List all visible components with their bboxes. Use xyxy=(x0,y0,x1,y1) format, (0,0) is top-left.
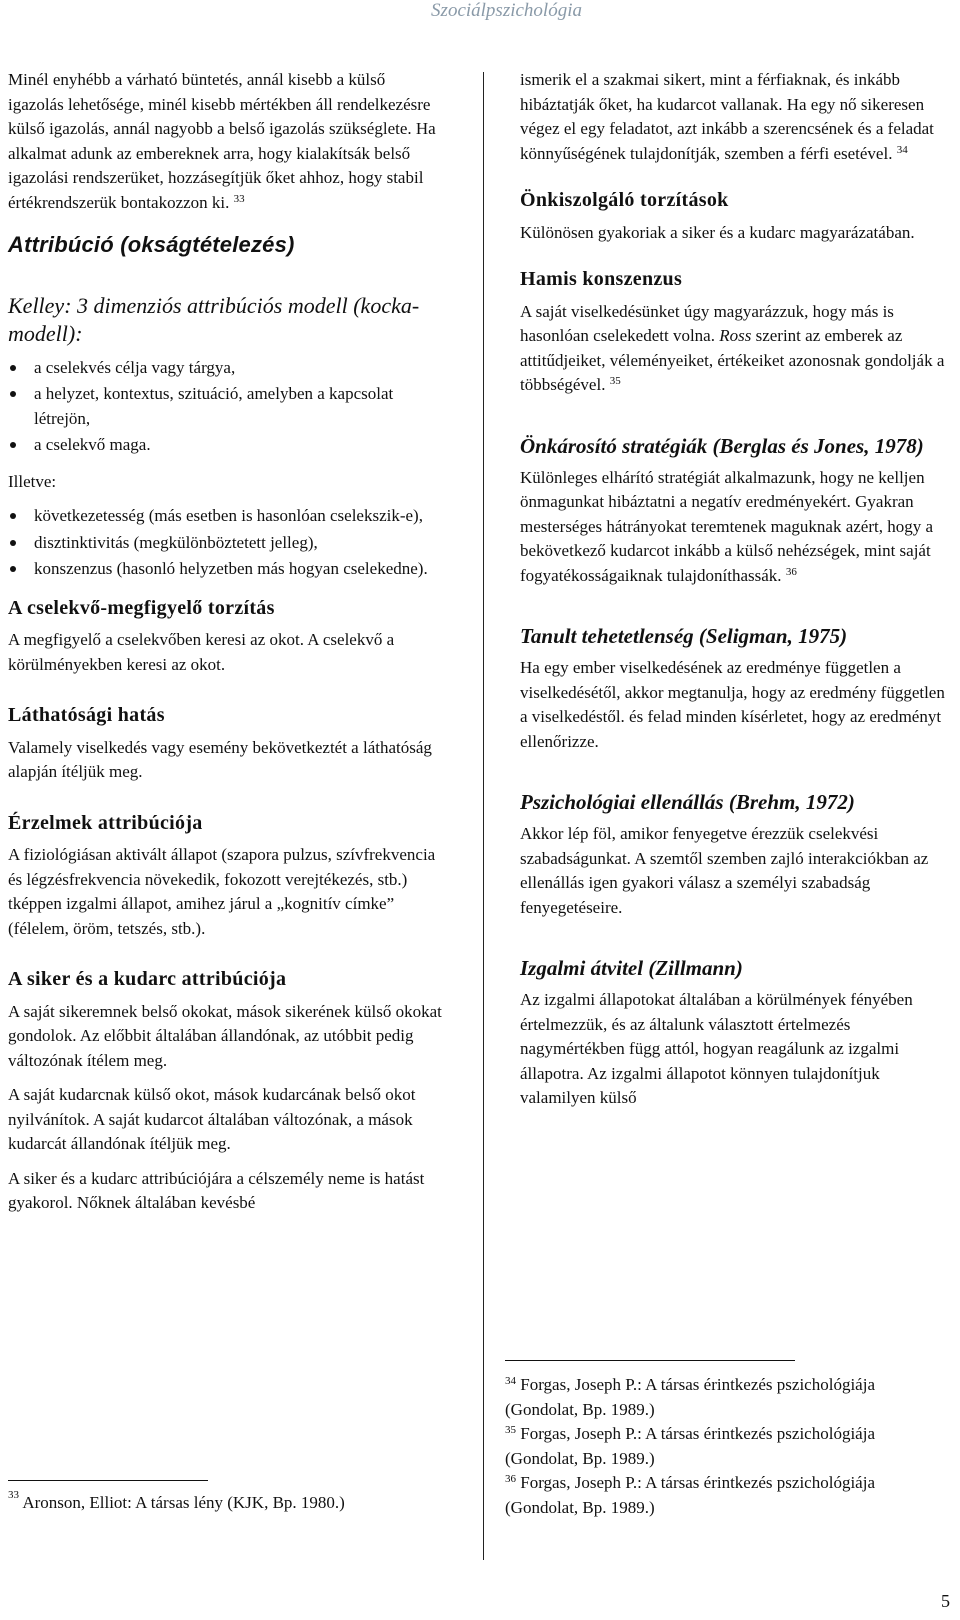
kelley-heading: Kelley: 3 dimenziós attribúciós modell (kocka-modell): xyxy=(8,292,420,346)
hamis-heading: Hamis konszenzus xyxy=(520,268,683,290)
hamis-text: A saját viselkedésünket úgy magyarázzuk, hogy más is hasonlóan cselekedett volna. Ross szerint az emberek az attitűdjeiket, véleményeiket, értékeiket azonosnak gondolják a többségével. $^{35}$ xyxy=(520,301,945,394)
left-column xyxy=(8,68,444,1226)
tanult-text: Ha egy ember viselkedésének az eredménye független a viselkedésétől, akkor megtanulja, hogy az eredmény független a viselkedéstől. és felad minden kísérletet, hogy az eredményt ellenőrizze. xyxy=(520,658,945,751)
continued-paragraph: ismerik el a szakmai sikert, mint a férfiaknak, és inkább hibáztatják őket, ha kudarcot vallanak. Ha egy nő sikeresen végez el egy feladatot, azt inkább a szerencsének és a feladat könnyűségének tulajdonítják, szemben a férfi esetével. $^{34}$ xyxy=(520,70,934,163)
tanult-heading: Tanult tehetetlenség (Seligman, 1975) xyxy=(520,624,848,648)
footnote-ref: 34 xyxy=(896,143,908,156)
onkiszolgalo-text: Különösen gyakoriak a siker és a kudarc magyarázatában. xyxy=(520,222,915,242)
siker-paragraph-3: A siker és a kudarc attribúciójára a célszemély neme is hatást gyakorol. Nőknek általában kevésbé xyxy=(8,1168,425,1212)
footnote-ref: 36 xyxy=(785,565,797,578)
lathatosagi-text: Valamely viselkedés vagy esemény bekövetkeztét a láthatóság alapján ítéljük meg. xyxy=(8,737,432,781)
footnote-34: $^{34}$ Forgas, Joseph P.: A társas érintkezés pszichológiája (Gondolat, Bp. 1989.) xyxy=(505,1375,875,1419)
list-item: a helyzet, kontextus, szituáció, amelyben a kapcsolat létrejön, xyxy=(8,382,444,431)
illetve-label: Illetve: xyxy=(8,471,57,491)
column-divider xyxy=(483,72,484,1560)
footnote-rule xyxy=(8,1480,208,1481)
izgalmi-heading: Izgalmi átvitel (Zillmann) xyxy=(520,956,743,980)
footnote-33: $^{33}$ Aronson, Elliot: A társas lény (KJK, Bp. 1980.) xyxy=(8,1489,345,1512)
page-number: 5 xyxy=(941,1591,950,1611)
siker-paragraph-1: A saját sikeremnek belső okokat, mások sikerének külső okokat gondolok. Az előbbit általában állandónak, az utóbbit pedig változónak ítélem meg. xyxy=(8,1001,442,1070)
list-item: következetesség (más esetben is hasonlóan cselekszik-e), xyxy=(8,504,444,529)
list-item: a cselekvő maga. xyxy=(8,433,444,458)
siker-paragraph-2: A saját kudarcnak külső okot, mások kudarcának belső okot nyilvánítok. A saját kudarcot általában változónak, a mások kudarcát állandónak ítéljük meg. xyxy=(8,1085,416,1153)
running-header: Szociálpszichológia xyxy=(431,0,582,21)
onkiszolgalo-heading: Önkiszolgáló torzítások xyxy=(520,189,729,211)
erzelmek-heading: Érzelmek attribúciója xyxy=(8,811,203,834)
footnote-ref: 35 xyxy=(609,375,621,387)
footnote-ref: 33 xyxy=(233,192,245,205)
izgalmi-text: Az izgalmi állapotokat általában a körülmények fényében értelmezzük, és az általunk választott értelmezés nagymértékben függ attól, hogyan reagálunk az izgalmi állapotra. Az izgalmi állapotot könnyen tulajdonítjuk valamilyen külső xyxy=(520,990,913,1107)
onkarosito-heading: Önkárosító stratégiák (Berglas és Jones, 1978) xyxy=(520,433,924,458)
intro-paragraph: Minél enyhébb a várható büntetés, annál kisebb a külső igazolás lehetősége, minél kisebb mértékben áll rendelkezésre külső igazolás, annál nagyobb a belső igazolás szükséglete. Ha alkalmat adunk az embereknek arra, hogy kialakítsák belső igazolási rendszerüket, hozzásegítjük őket ahhoz, hogy stabil értékrendszerük bontakozzon ki. $^{33}$ xyxy=(8,70,436,212)
onkarosito-text: Különleges elhárító stratégiát alkalmazunk, hogy ne kelljen önmagunkat hibáztatni a negatív eredményekért. Gyakran mesterséges hátrányokat teremtenek maguknak azért, hogy a bekövetkező kudarcot inkább a külső nehézségek, mint saját fogyatékosságaiknak tulajdoníthassák. $^{36}$ xyxy=(520,467,934,585)
footnote-rule xyxy=(505,1360,795,1361)
siker-heading: A siker és a kudarc attribúciója xyxy=(8,968,287,990)
list-item: a cselekvés célja vagy tárgya, xyxy=(8,356,444,381)
erzelmek-text: A fiziológiásan aktivált állapot (szapora pulzus, szívfrekvencia és légzésfrekvencia növekedik, fokozott verejtékezés, stb.) tképpen izgalmi állapot, amihez járul a „kognitív címke” (félelem, öröm, tetszés, stb.). xyxy=(8,845,436,938)
footnote-36: $^{36}$ Forgas, Joseph P.: A társas érintkezés pszichológiája (Gondolat, Bp. 1989.) xyxy=(505,1473,875,1517)
cselekvo-heading: A cselekvő-megfigyelő torzítás xyxy=(8,596,275,619)
pszich-text: Akkor lép föl, amikor fenyegetve érezzük cselekvési szabadságunkat. A szemtől szemben zajló interakciókban az ellenállás igen gyakori válasz a személyi szabadság fenyegetéseire. xyxy=(520,824,929,917)
attribucio-heading: Attribúció (okságtételezés) xyxy=(8,232,295,257)
right-column xyxy=(520,68,954,1121)
left-footnotes xyxy=(8,1480,448,1513)
lathatosagi-heading: Láthatósági hatás xyxy=(8,704,165,726)
cselekvo-text: A megfigyelő a cselekvőben keresi az okot. A cselekvő a körülményekben keresi az okot. xyxy=(8,630,395,674)
kelley-list xyxy=(8,356,444,458)
list-item: disztinktivitás (megkülönböztetett jelleg), xyxy=(8,531,444,556)
list-item: konszenzus (hasonló helyzetben más hogyan cselekedne). xyxy=(8,557,444,582)
pszich-heading: Pszichológiai ellenállás (Brehm, 1972) xyxy=(520,790,855,814)
footnote-35: $^{35}$ Forgas, Joseph P.: A társas érintkezés pszichológiája (Gondolat, Bp. 1989.) xyxy=(505,1424,875,1468)
illetve-list xyxy=(8,504,444,582)
right-footnotes xyxy=(505,1360,945,1520)
